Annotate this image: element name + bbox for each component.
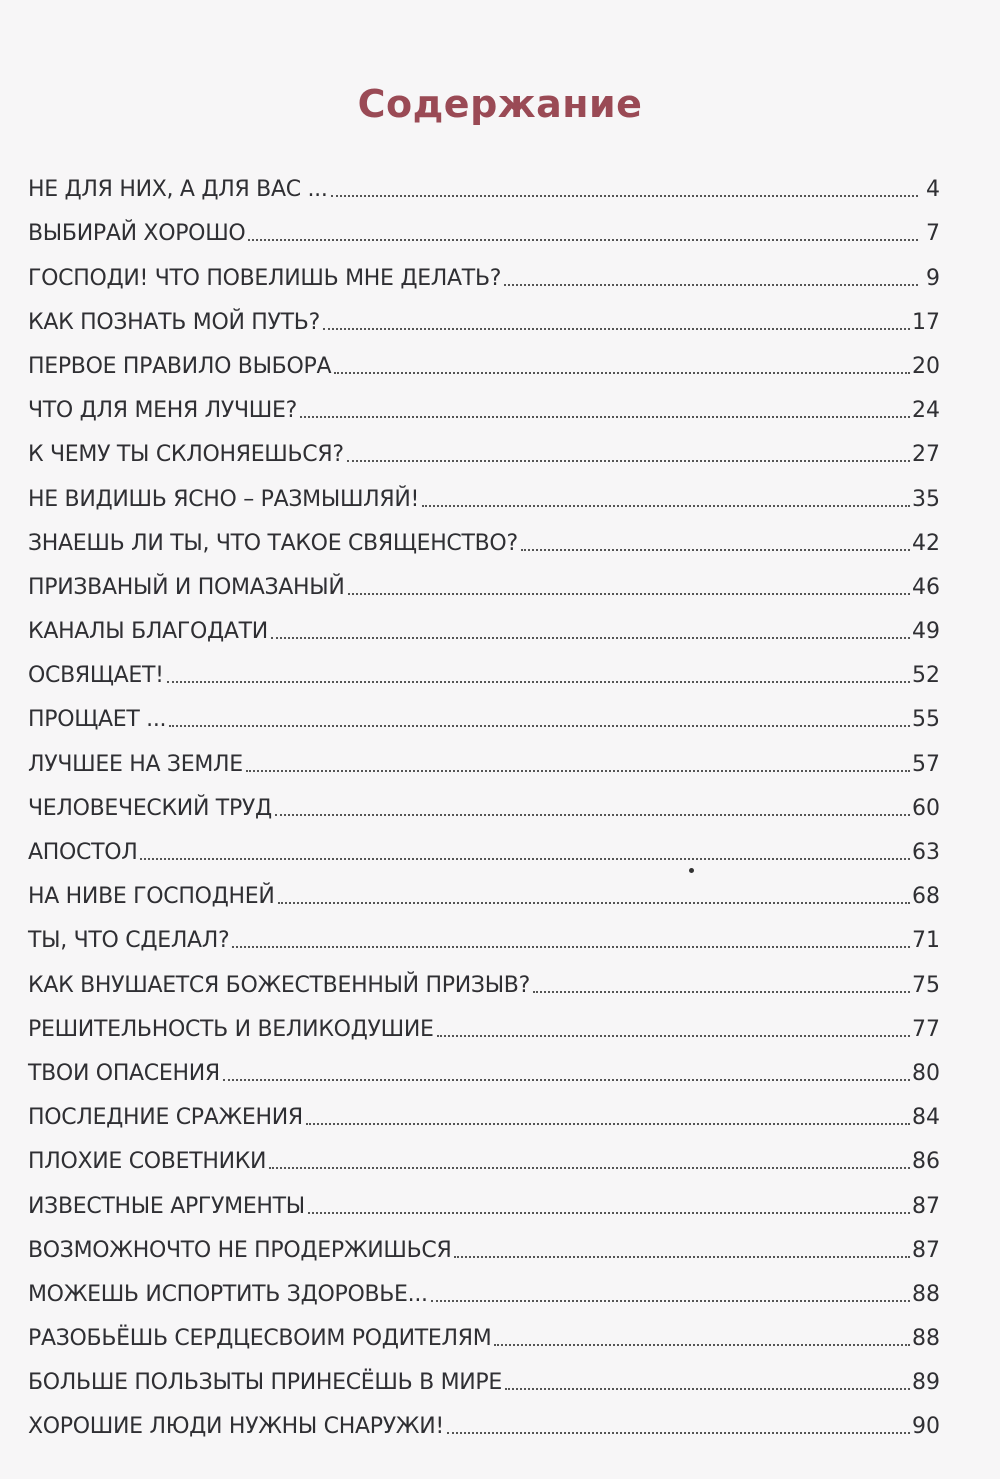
dot-leader	[494, 1344, 910, 1346]
dot-leader	[422, 505, 910, 507]
dot-leader	[323, 328, 910, 330]
dot-leader	[140, 858, 910, 860]
toc-entry-title: ОСВЯЩАЕТ!	[28, 663, 164, 689]
toc-entry-title: ПРИЗВАНЫЙ И ПОМАЗАНЫЙ	[28, 574, 345, 600]
toc-entry-title: ПРОЩАЕТ ...	[28, 707, 167, 733]
toc-entry	[28, 473, 940, 517]
toc-entry	[28, 1313, 940, 1357]
toc-entry-page-number: 75	[912, 972, 940, 998]
toc-entry	[28, 562, 940, 606]
toc-entry	[28, 518, 940, 562]
toc-entry-title: АПОСТОЛ	[28, 840, 138, 865]
toc-entry	[28, 1092, 940, 1136]
toc-entry-page-number: 77	[912, 1016, 940, 1042]
toc-entry-page-number: 86	[912, 1149, 940, 1175]
toc-entry-page-number: 17	[912, 309, 940, 335]
toc-entry-title: БОЛЬШЕ ПОЛЬЗЫТЫ ПРИНЕСЁШЬ В МИРЕ	[28, 1370, 502, 1396]
toc-entry-title: ЧТО ДЛЯ МЕНЯ ЛУЧШЕ?	[28, 398, 297, 424]
dot-leader	[331, 195, 918, 197]
dot-leader	[533, 991, 910, 993]
toc-entry	[28, 341, 940, 385]
toc-entry-page-number: 80	[912, 1060, 940, 1086]
toc-entry-page-number: 4	[926, 177, 940, 203]
toc-entry-title: ТВОИ ОПАСЕНИЯ	[28, 1060, 220, 1086]
toc-entry-page-number: 7	[926, 221, 940, 247]
toc-entry	[28, 1357, 940, 1401]
dot-leader	[447, 1432, 910, 1434]
toc-entry	[28, 650, 940, 694]
toc-entry-page-number: 68	[912, 884, 940, 910]
dot-leader	[348, 593, 910, 595]
toc-entry-title: ЧЕЛОВЕЧЕСКИЙ ТРУД	[28, 795, 272, 821]
toc-entry-title: ВЫБИРАЙ ХОРОШО	[28, 221, 246, 247]
toc-entry-page-number: 9	[926, 265, 940, 291]
toc-entry-page-number: 55	[912, 707, 940, 733]
toc-entry-title: НА НИВЕ ГОСПОДНЕЙ	[28, 884, 275, 910]
toc-entry-page-number: 20	[912, 353, 940, 379]
dot-leader	[308, 1212, 910, 1214]
dot-leader	[269, 1167, 910, 1169]
toc-entry-title: ЗНАЕШЬ ЛИ ТЫ, ЧТО ТАКОЕ СВЯЩЕНСТВО?	[28, 530, 518, 556]
toc-entry	[28, 1269, 940, 1313]
dot-leader	[248, 239, 918, 241]
toc-entry-title: ГОСПОДИ! ЧТО ПОВЕЛИШЬ МНЕ ДЕЛАТЬ?	[28, 265, 502, 291]
toc-entry-page-number: 24	[912, 398, 940, 424]
toc-entry-title: КАК ПОЗНАТЬ МОЙ ПУТЬ?	[28, 309, 320, 335]
toc-entry-page-number: 90	[912, 1414, 940, 1440]
page-title: Содержание	[357, 82, 643, 126]
toc-entry	[28, 297, 940, 341]
dot-leader	[505, 1388, 910, 1390]
toc-entry	[28, 783, 940, 827]
toc-entry-page-number: 42	[912, 530, 940, 556]
dot-leader	[232, 946, 910, 948]
toc-entry-title: ПЛОХИЕ СОВЕТНИКИ	[28, 1149, 267, 1175]
toc-entry	[28, 1401, 940, 1445]
toc-entry	[28, 606, 940, 650]
toc-entry-page-number: 35	[912, 486, 940, 512]
toc-entry-title: МОЖЕШЬ ИСПОРТИТЬ ЗДОРОВЬЕ...	[28, 1281, 428, 1307]
toc-entry-title: НЕ ДЛЯ НИХ, А ДЛЯ ВАС ...	[28, 177, 328, 203]
toc-entry-page-number: 87	[912, 1237, 940, 1263]
toc-entry-page-number: 49	[912, 619, 940, 645]
toc-entry	[28, 164, 940, 208]
dot-leader	[300, 416, 910, 418]
toc-entry	[28, 1225, 940, 1269]
toc-entry-page-number: 84	[912, 1105, 940, 1131]
toc-entry-title: ЛУЧШЕЕ НА ЗЕМЛЕ	[28, 751, 243, 777]
toc-entry-title: ВОЗМОЖНОЧТО НЕ ПРОДЕРЖИШЬСЯ	[28, 1237, 452, 1263]
toc-entry	[28, 1180, 940, 1224]
toc-entry-title: КАК ВНУШАЕТСЯ БОЖЕСТВЕННЫЙ ПРИЗЫВ?	[28, 972, 530, 998]
toc-entry-page-number: 88	[912, 1326, 940, 1352]
toc-entry-page-number: 71	[912, 928, 940, 954]
toc-entry	[28, 694, 940, 738]
toc-entry	[28, 385, 940, 429]
toc-entry-page-number: 46	[912, 574, 940, 600]
toc-entry-title: ПЕРВОЕ ПРАВИЛО ВЫБОРА	[28, 353, 332, 379]
toc-entry	[28, 738, 940, 782]
toc-entry-page-number: 52	[912, 663, 940, 689]
toc-entry-title: КАНАЛЫ БЛАГОДАТИ	[28, 619, 268, 645]
dot-leader	[347, 460, 910, 462]
table-of-contents	[28, 164, 940, 1445]
toc-entry	[28, 959, 940, 1003]
toc-entry-page-number: 87	[912, 1193, 940, 1219]
toc-entry-title: ПОСЛЕДНИЕ СРАЖЕНИЯ	[28, 1105, 303, 1131]
toc-entry-title: НЕ ВИДИШЬ ЯСНО – РАЗМЫШЛЯЙ!	[28, 486, 420, 512]
toc-entry	[28, 252, 940, 296]
toc-entry-page-number: 57	[912, 751, 940, 777]
toc-entry	[28, 1048, 940, 1092]
toc-entry	[28, 1136, 940, 1180]
dot-leader	[454, 1256, 910, 1258]
toc-entry-title: ТЫ, ЧТО СДЕЛАЛ?	[28, 928, 230, 954]
toc-entry	[28, 915, 940, 959]
toc-entry-title: К ЧЕМУ ТЫ СКЛОНЯЕШЬСЯ?	[28, 442, 344, 468]
toc-entry-page-number: 89	[912, 1370, 940, 1396]
toc-entry-title: ХОРОШИЕ ЛЮДИ НУЖНЫ СНАРУЖИ!	[28, 1414, 444, 1440]
toc-entry-page-number: 60	[912, 795, 940, 821]
toc-entry-page-number: 27	[912, 442, 940, 468]
toc-entry	[28, 827, 940, 871]
dot-leader	[334, 372, 910, 374]
toc-entry-title: ИЗВЕСТНЫЕ АРГУМЕНТЫ	[28, 1193, 305, 1219]
dot-leader	[504, 284, 918, 286]
dot-leader	[521, 549, 910, 551]
toc-entry	[28, 208, 940, 252]
dot-leader	[306, 1123, 910, 1125]
toc-entry	[28, 429, 940, 473]
dot-leader	[275, 814, 910, 816]
toc-entry-page-number: 88	[912, 1281, 940, 1307]
dot-leader	[169, 725, 910, 727]
toc-entry	[28, 1004, 940, 1048]
toc-entry	[28, 871, 940, 915]
dot-leader	[271, 637, 910, 639]
dot-leader	[223, 1079, 910, 1081]
toc-entry-title: РЕШИТЕЛЬНОСТЬ И ВЕЛИКОДУШИЕ	[28, 1016, 434, 1042]
toc-entry-page-number: 63	[912, 840, 940, 865]
dot-leader	[167, 681, 910, 683]
toc-entry-title: РАЗОБЬЁШЬ СЕРДЦЕСВОИМ РОДИТЕЛЯМ	[28, 1326, 492, 1352]
print-speck	[689, 868, 694, 873]
dot-leader	[431, 1300, 910, 1302]
dot-leader	[246, 770, 910, 772]
dot-leader	[278, 902, 910, 904]
dot-leader	[437, 1035, 910, 1037]
